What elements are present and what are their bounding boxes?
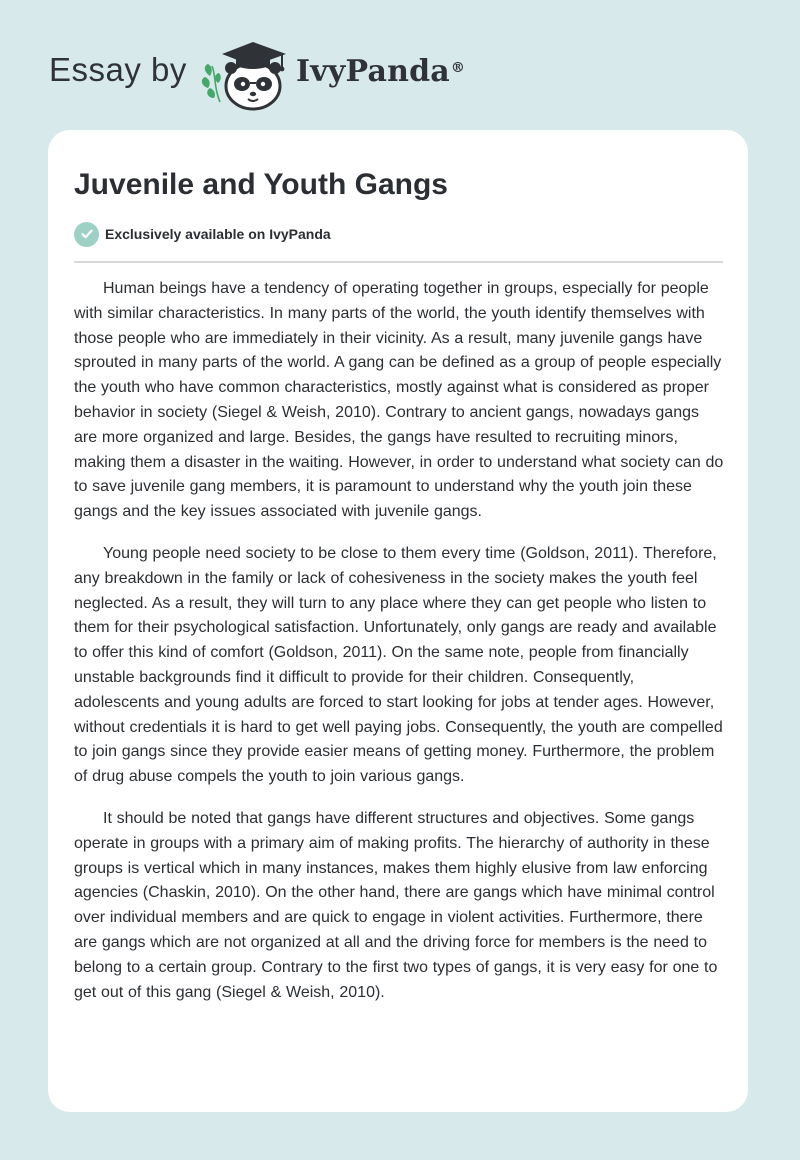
site-header: [0, 0, 800, 120]
exclusive-badge: [74, 221, 331, 247]
check-icon: [74, 222, 99, 247]
divider: [74, 261, 723, 263]
registered-mark: ®: [450, 60, 466, 76]
brand-name[interactable]: IvyPanda®: [296, 54, 466, 89]
paragraph: Human beings have a tendency of operating together in groups, especially for people with similar characteristics. In many parts of the world, the youth identify themselves with those people who are immediately in their vicinity. As a result, many juvenile gangs have sprouted in many parts of the world. A gang can be defined as a group of people especially the youth who have common characteristics, mostly against what is considered as proper behavior in society (Siegel & Weish, 2010). Contrary to ancient gangs, nowadays gangs are more organized and large. Besides, the gangs have resulted to recruiting minors, making them a disaster in the waiting. However, in order to understand what society can do to save juvenile gang members, it is paramount to understand why the youth join these gangs and the key issues associated with juvenile gangs.: [74, 280, 724, 521]
paragraph: It should be noted that gangs have different structures and objectives. Some gangs operate in groups with a primary aim of making profits. The hierarchy of authority in these groups is vertical which in many instances, makes them highly elusive from law enforcing agencies (Chaskin, 2010). On the other hand, there are gangs which have minimal control over individual members and are quick to engage in violent activities. Furthermore, there are gangs which are not organized at all and the driving force for members is the need to belong to a certain group. Contrary to the first two types of gangs, it is very easy for one to get out of this gang (Siegel & Weish, 2010).: [74, 809, 718, 1001]
page-title: Juvenile and Youth Gangs: [74, 168, 448, 201]
essay-body: [74, 277, 724, 1022]
paragraph: Young people need society to be close to them every time (Goldson, 2011). Therefore, any breakdown in the family or lack of cohesiveness in the society makes the youth feel neglected. As a result, they will turn to any place where they can get people who listen to them for their psychological satisfaction. Unfortunately, only gangs are ready and available to offer this kind of comfort (Goldson, 2011). On the same note, people from financially unstable backgrounds find it difficult to provide for their children. Consequently, adolescents and young adults are forced to start looking for jobs at tender ages. However, without credentials it is hard to get well paying jobs. Consequently, the youth are compelled to join gangs since they provide easier means of getting money. Furthermore, the problem of drug abuse compels the youth to join various gangs.: [74, 544, 723, 786]
essay-card: [48, 130, 748, 1112]
essay-by-label: Essay by: [49, 51, 187, 88]
exclusive-badge-text: Exclusively available on IvyPanda: [105, 226, 331, 242]
graduation-panda-icon: [200, 36, 292, 112]
